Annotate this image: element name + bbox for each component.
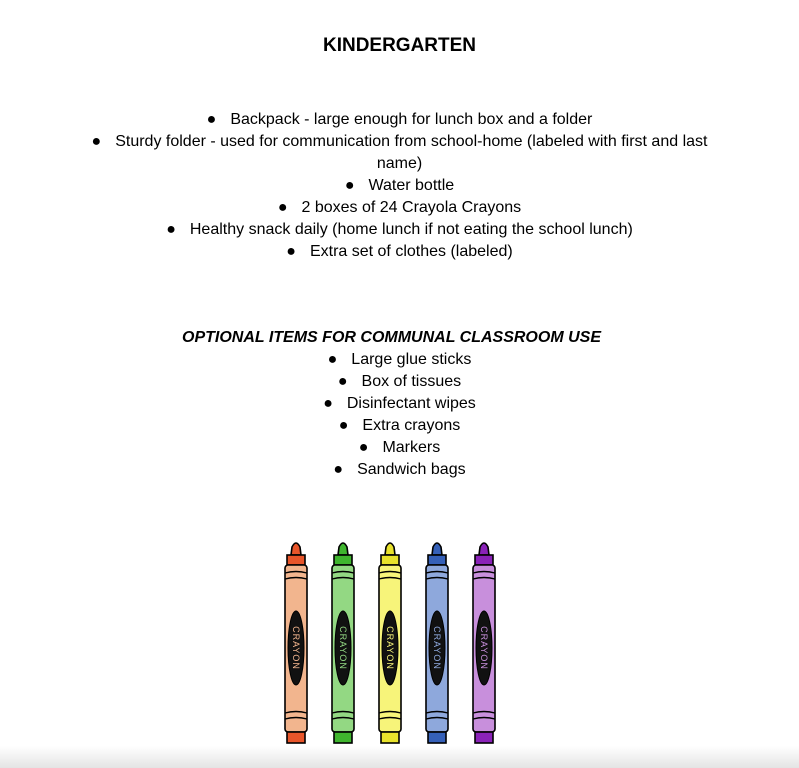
- list-item: [0, 371, 799, 393]
- bullet-icon: ●: [206, 111, 217, 128]
- crayon-collar: [334, 555, 352, 565]
- crayon-yellow: [379, 543, 401, 743]
- bullet-icon: ●: [91, 133, 102, 150]
- list-item-text: Large glue sticks: [351, 351, 472, 368]
- list-item: [0, 219, 799, 241]
- crayon-cap: [334, 732, 352, 743]
- list-item-text: Extra set of clothes (labeled): [309, 243, 513, 260]
- crayon-label-text: CRAYON: [291, 626, 301, 670]
- crayons-illustration: [275, 535, 515, 750]
- page-title: KINDERGARTEN: [322, 35, 477, 56]
- crayon-tip: [291, 543, 301, 555]
- bullet-icon: ●: [333, 461, 344, 478]
- crayon-green: [332, 543, 354, 743]
- crayon-cap: [428, 732, 446, 743]
- list-item: [0, 459, 799, 481]
- page-bottom-shadow: [0, 746, 799, 768]
- crayon-cap: [475, 732, 493, 743]
- crayon-cap: [381, 732, 399, 743]
- crayon-cap: [287, 732, 305, 743]
- crayon-collar: [381, 555, 399, 565]
- crayon-tip: [432, 543, 442, 555]
- bullet-icon: ●: [337, 373, 348, 390]
- crayon-collar: [287, 555, 305, 565]
- crayon-blue: [426, 543, 448, 743]
- bullet-icon: ●: [338, 417, 349, 434]
- optional-items-heading: OPTIONAL ITEMS FOR COMMUNAL CLASSROOM USE: [182, 329, 601, 346]
- crayon-purple: [473, 543, 495, 743]
- list-item: [0, 393, 799, 415]
- crayon-tip: [385, 543, 395, 555]
- bullet-icon: ●: [344, 177, 355, 194]
- list-item-text: Extra crayons: [362, 417, 461, 434]
- crayon-label-text: CRAYON: [338, 626, 348, 670]
- list-item-text: Backpack - large enough for lunch box and a folder: [230, 111, 593, 128]
- bullet-icon: ●: [327, 351, 338, 368]
- optional-items-list: [0, 349, 799, 481]
- list-item-text: Sturdy folder - used for communication from school-home (labeled with first and last name): [115, 133, 708, 172]
- bullet-icon: ●: [323, 395, 333, 412]
- crayon-collar: [475, 555, 493, 565]
- bullet-icon: ●: [277, 199, 288, 216]
- list-item: [0, 131, 799, 175]
- list-item: [0, 437, 799, 459]
- bullet-icon: ●: [286, 243, 296, 260]
- list-item-text: Box of tissues: [361, 373, 462, 390]
- list-item-text: Disinfectant wipes: [346, 395, 476, 412]
- crayon-label-text: CRAYON: [432, 626, 442, 670]
- list-item: [0, 197, 799, 219]
- list-item-text: 2 boxes of 24 Crayola Crayons: [301, 199, 522, 216]
- crayon-label-text: CRAYON: [385, 626, 395, 670]
- list-item-text: Water bottle: [368, 177, 455, 194]
- list-item-text: Sandwich bags: [357, 461, 466, 478]
- list-item: [0, 241, 799, 263]
- list-item: [0, 175, 799, 197]
- crayon-orange: [285, 543, 307, 743]
- list-item: [0, 349, 799, 371]
- crayon-tip: [338, 543, 348, 555]
- list-item-text: Healthy snack daily (home lunch if not eating the school lunch): [189, 221, 633, 238]
- crayon-label-text: CRAYON: [479, 626, 489, 670]
- bullet-icon: ●: [166, 221, 176, 238]
- list-item-text: Markers: [382, 439, 441, 456]
- list-item: [0, 109, 799, 131]
- bullet-icon: ●: [358, 439, 369, 456]
- list-item: [0, 415, 799, 437]
- required-items-list: [0, 109, 799, 263]
- crayon-tip: [479, 543, 489, 555]
- crayon-collar: [428, 555, 446, 565]
